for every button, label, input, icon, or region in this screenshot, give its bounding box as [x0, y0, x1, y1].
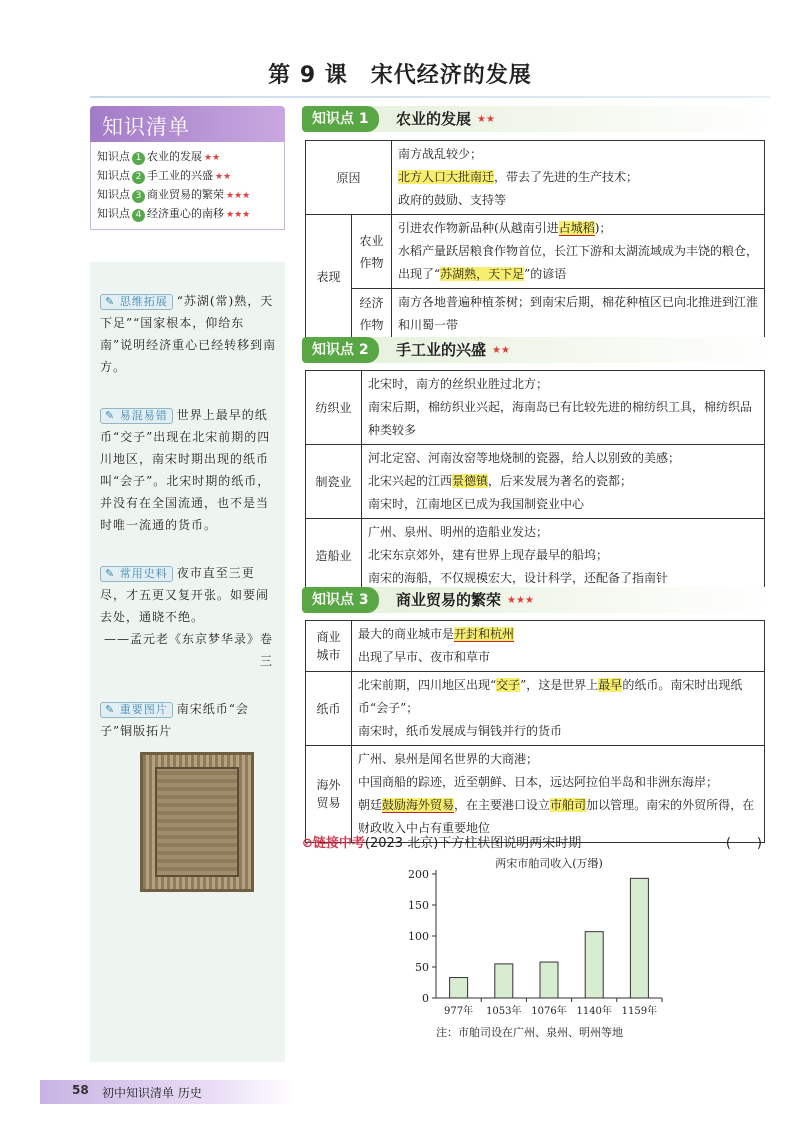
- cell-text: ”的谚语: [524, 267, 567, 281]
- cell-text: 加以管理。南宋的外贸所得，在财政收入中占有重要地位: [358, 798, 755, 835]
- tip-text: 世界上最早的纸币“交子”出现在北宋前期的四川地区，南宋时期出现的纸币叫“会子”。北宋时期的纸币，并没有在全国流通，也不是当时唯一流通的货币。: [100, 408, 271, 532]
- x-tick-label: 977年: [444, 1006, 474, 1017]
- cell-line: 河北定窑、河南汝窑等地烧制的瓷器，给人以别致的美感；: [368, 451, 681, 465]
- cell-line: 南方战乱较少；: [398, 147, 483, 161]
- table-cell: [362, 519, 765, 593]
- star-rating: ★★: [204, 153, 221, 163]
- tip-tag: [100, 294, 173, 310]
- table-row: [306, 289, 765, 340]
- cell-line: 南宋后期，棉纺织业兴起，海南岛已有比较先进的棉纺织工具，棉纺织品种类较多: [368, 400, 753, 437]
- cell-text: 最大的商业城市是: [358, 627, 455, 641]
- link-tag: [302, 836, 365, 851]
- bar: [495, 964, 513, 998]
- cell-line: [358, 674, 758, 720]
- cell-line: 政府的鼓励、支持等: [398, 193, 507, 207]
- table-cell: [352, 672, 765, 746]
- book-title: 初中知识清单 历史: [102, 1086, 202, 1100]
- highlight-text: 占城稻: [558, 221, 595, 235]
- cell-line: 出现了早市、夜市和草市: [358, 650, 491, 664]
- kp3-header: [302, 587, 772, 613]
- tip-thinking: [100, 290, 277, 378]
- table-row: [306, 215, 765, 289]
- cell-text: 北宋兴起的江西: [368, 474, 453, 488]
- kp1-badge: 知识点 1: [302, 106, 379, 132]
- tip-tag-label: 思维拓展: [119, 295, 168, 308]
- kp1-title-text: 农业的发展: [396, 110, 472, 128]
- x-tick-label: 1053年: [486, 1006, 522, 1017]
- cell-text: )；: [594, 221, 612, 235]
- sidebar-knowledge-list: [90, 142, 285, 230]
- highlight-text: 北方人口大批南迁: [398, 170, 495, 184]
- x-tick-label: 1076年: [531, 1006, 567, 1017]
- kp2-badge: 知识点 2: [302, 337, 379, 363]
- exam-link: [302, 834, 762, 854]
- list-item: [97, 167, 278, 186]
- cell-line: [398, 166, 758, 189]
- image-icon: ✎: [105, 703, 116, 716]
- bar: [540, 962, 558, 998]
- kp1-table: [305, 140, 765, 340]
- table-row: [306, 746, 765, 843]
- banknote-rubbing-image: [140, 752, 254, 892]
- page-number: 58: [72, 1083, 89, 1097]
- table-cell: 南方各地普遍种植茶树；到南宋后期，棉花种植区已向北推进到江淮和川蜀一带: [392, 289, 765, 340]
- cell-line: 南宋时，纸币发展成与铜钱并行的货币: [358, 724, 563, 738]
- x-tick-label: 1140年: [576, 1006, 612, 1017]
- row-label: 纺织业: [306, 371, 362, 445]
- cell-text: ，后来发展为著名的瓷都；: [488, 474, 633, 488]
- bar: [630, 878, 648, 998]
- bar-chart-svg: [400, 856, 690, 1026]
- star-rating: ★★★: [226, 191, 251, 201]
- table-cell: [392, 141, 765, 215]
- star-rating: ★★: [477, 114, 495, 125]
- tip-citation: ——孟元老《东京梦华录》卷三: [103, 632, 273, 668]
- y-tick-label: 50: [415, 961, 429, 974]
- kp2-title-text: 手工业的兴盛: [396, 341, 487, 359]
- list-item-label: 手工业的兴盛: [147, 169, 213, 182]
- number-badge: 4: [132, 209, 145, 222]
- highlight-text: 市舶司: [550, 798, 587, 812]
- cell-text: 的纸币。南宋时出现纸币“会子”；: [358, 678, 743, 715]
- tip-tag: [100, 702, 173, 718]
- chart-title: 两宋市舶司收入(万缗): [495, 857, 603, 870]
- highlight-text: 苏湖熟，天下足: [440, 267, 525, 281]
- cell-line: [368, 470, 758, 493]
- number-badge: 2: [132, 171, 145, 184]
- tip-tag: [100, 566, 173, 582]
- cell-line: 南宋时，江南地区已成为我国制瓷业中心: [368, 497, 585, 511]
- y-tick-label: 200: [408, 868, 429, 881]
- table-cell: [392, 215, 765, 289]
- kp1-title: [396, 106, 495, 133]
- link-icon: ⊘: [302, 836, 313, 851]
- number-badge: 1: [132, 152, 145, 165]
- row-sublabel: 农业作物: [352, 215, 392, 289]
- row-label: 造船业: [306, 519, 362, 593]
- list-item: [97, 148, 278, 167]
- sidebar-notes-panel: [90, 262, 285, 1062]
- y-tick-label: 100: [408, 930, 429, 943]
- table-row: [306, 621, 765, 672]
- number-badge: 3: [132, 190, 145, 203]
- table-cell: [352, 621, 765, 672]
- row-label: 海外贸易: [306, 746, 352, 843]
- star-rating: ★★★: [507, 595, 534, 606]
- tip-source: [100, 562, 277, 672]
- table-cell: [352, 746, 765, 843]
- star-rating: ★★: [492, 345, 510, 356]
- row-label: 表现: [306, 215, 352, 340]
- y-tick-label: 150: [408, 899, 429, 912]
- link-tag-label: 链接中考: [312, 836, 365, 851]
- page-footer: [40, 1080, 295, 1104]
- star-rating: ★★: [215, 172, 232, 182]
- page-title: 第 9 课 宋代经济的发展: [268, 63, 532, 88]
- kp3-badge: 知识点 3: [302, 587, 379, 613]
- kp2-title: [396, 337, 510, 364]
- star-rating: ★★★: [226, 210, 251, 220]
- bar: [585, 932, 603, 998]
- table-row: [306, 672, 765, 746]
- tip-text: 南宋纸币“会子”铜版拓片: [100, 702, 249, 738]
- row-label: 制瓷业: [306, 445, 362, 519]
- kp3-table: [305, 620, 765, 843]
- list-item-label: 经济重心的南移: [147, 207, 224, 220]
- tip-tag: [100, 408, 173, 424]
- tip-text: 夜市直至三更尽，才五更又复开张。如要闹去处，通晓不绝。: [100, 566, 270, 624]
- bulb-icon: ✎: [105, 295, 116, 308]
- tip-text: “苏湖(常)熟，天下足”“国家根本，仰给东南”说明经济重心已经转移到南方。: [100, 294, 277, 374]
- cell-line: [358, 623, 758, 646]
- exam-question-text: (2023 北京)下方柱状图说明两宋时期: [364, 836, 582, 851]
- bar: [450, 978, 468, 998]
- tip-tag-label: 重要图片: [119, 703, 168, 716]
- table-cell: [362, 371, 765, 445]
- row-label: 商业城市: [306, 621, 352, 672]
- book-icon: ✎: [105, 567, 116, 580]
- cell-line: 南宋的海船，不仅规模宏大，设计科学，还配备了指南针: [368, 571, 669, 585]
- highlight-text: 开封和杭州: [454, 627, 515, 641]
- chart-note: 注：市舶司设在广州、泉州、明州等地: [436, 1026, 623, 1039]
- list-item: [97, 205, 278, 224]
- cell-line: 中国商船的踪迹，近至朝鲜、日本，远达阿拉伯半岛和非洲东海岸；: [358, 775, 719, 789]
- list-item-prefix: 知识点: [97, 207, 130, 220]
- cell-text: 朝廷: [358, 798, 383, 812]
- table-row: [306, 445, 765, 519]
- kp2-table: [305, 370, 765, 593]
- cell-text: ”，这是世界上: [520, 678, 599, 692]
- highlight-text: 景德镇: [452, 474, 489, 488]
- list-item-label: 商业贸易的繁荣: [147, 188, 224, 201]
- header-rule: [90, 96, 770, 98]
- kp3-title-text: 商业贸易的繁荣: [396, 591, 502, 609]
- cell-text: ，带去了先进的生产技术；: [494, 170, 639, 184]
- cell-line: 广州、泉州、明州的造船业发达；: [368, 525, 549, 539]
- table-row: [306, 141, 765, 215]
- cell-text: ，在主要港口设立: [454, 798, 551, 812]
- tip-confusion: [100, 404, 277, 536]
- cell-line: [398, 217, 758, 240]
- tip-tag-label: 易混易错: [119, 409, 168, 422]
- row-label: 纸币: [306, 672, 352, 746]
- row-sublabel: 经济作物: [352, 289, 392, 340]
- highlight-text: 鼓励海外贸易: [382, 798, 455, 812]
- answer-blank: ( ): [725, 836, 762, 851]
- cell-text: 引进农作物新品种(从越南引进: [398, 221, 559, 235]
- table-row: [306, 371, 765, 445]
- bar-chart: [400, 856, 690, 1046]
- list-item-prefix: 知识点: [97, 150, 130, 163]
- list-item-prefix: 知识点: [97, 188, 130, 201]
- list-item-prefix: 知识点: [97, 169, 130, 182]
- cell-line: 广州、泉州是闻名世界的大商港；: [358, 752, 539, 766]
- cell-text: 北宋前期，四川地区出现“: [358, 678, 497, 692]
- y-tick-label: 0: [422, 992, 429, 1005]
- cell-line: [398, 240, 758, 286]
- sidebar-heading: 知识清单: [90, 106, 285, 142]
- kp3-title: [396, 587, 534, 614]
- highlight-text: 交子: [496, 678, 521, 692]
- tip-tag-label: 常用史料: [119, 567, 168, 580]
- list-item: [97, 186, 278, 205]
- kp1-header: [302, 106, 772, 132]
- highlight-text: 最早: [598, 678, 623, 692]
- tip-image: [100, 698, 277, 742]
- kp2-header: [302, 337, 772, 363]
- table-cell: [362, 445, 765, 519]
- table-row: [306, 519, 765, 593]
- x-tick-label: 1159年: [621, 1006, 658, 1017]
- row-label: 原因: [306, 141, 392, 215]
- warning-icon: ✎: [105, 409, 116, 422]
- cell-line: 北宋东京郊外，建有世界上现存最早的船坞；: [368, 548, 609, 562]
- cell-text: 水稻产量跃居粮食作物首位，长江下游和太湖流域成为丰饶的粮仓，出现了“: [398, 244, 759, 281]
- cell-line: 北宋时，南方的丝织业胜过北方；: [368, 377, 549, 391]
- list-item-label: 农业的发展: [147, 150, 202, 163]
